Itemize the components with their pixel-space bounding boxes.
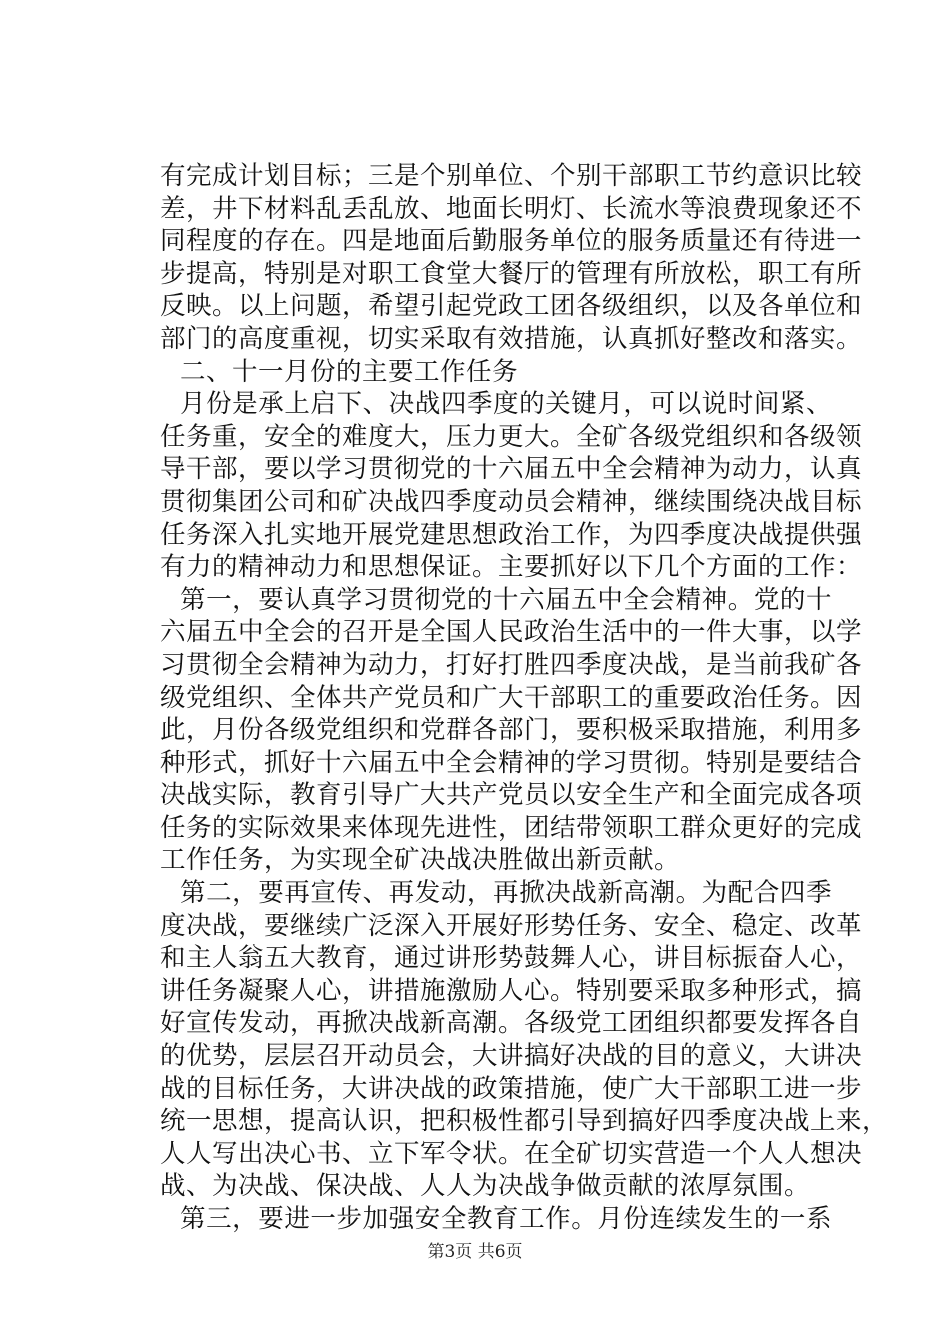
- text-line: 和主人翁五大教育，通过讲形势鼓舞人心，讲目标振奋人心，: [160, 943, 863, 974]
- text-line: 任务重，安全的难度大，压力更大。全矿各级党组织和各级领: [160, 421, 863, 452]
- section-heading: 二、十一月份的主要工作任务: [180, 356, 519, 387]
- text-line: 有完成计划目标；三是个别单位、个别干部职工节约意识比较: [160, 161, 863, 191]
- text-line: 任务深入扎实地开展党建思想政治工作，为四季度决战提供强: [160, 519, 863, 550]
- text-line: 度决战，要继续广泛深入开展好形势任务、安全、稳定、改革: [160, 910, 863, 941]
- page-footer: [0, 1241, 950, 1263]
- text-line: 的优势，层层召开动员会，大讲搞好决战的目的意义，大讲决: [160, 1041, 863, 1072]
- text-line: 决战实际，教育引导广大共产党员以安全生产和全面完成各项: [160, 780, 863, 811]
- text-line: 好宣传发动，再掀决战新高潮。各级党工团组织都要发挥各自: [160, 1008, 863, 1039]
- text-line: 任务的实际效果来体现先进性，团结带领职工群众更好的完成: [160, 812, 863, 843]
- text-line: 级党组织、全体共产党员和广大干部职工的重要政治任务。因: [160, 682, 863, 713]
- text-line: 人人写出决心书、立下军令状。在全矿切实营造一个人人想决: [160, 1138, 863, 1169]
- text-line: 讲任务凝聚人心，讲措施激励人心。特别要采取多种形式，搞: [160, 975, 863, 1006]
- text-line: 工作任务，为实现全矿决战决胜做出新贡献。: [160, 845, 681, 876]
- text-line: 第一，要认真学习贯彻党的十六届五中全会精神。党的十: [180, 584, 832, 615]
- text-line: 贯彻集团公司和矿决战四季度动员会精神，继续围绕决战目标: [160, 486, 863, 517]
- text-line: 月份是承上启下、决战四季度的关键月，可以说时间紧、: [180, 389, 832, 420]
- text-line: 部门的高度重视，切实采取有效措施，认真抓好整改和落实。: [160, 323, 863, 354]
- page-number: 第3页 共6页: [427, 1242, 523, 1262]
- text-line: 统一思想，提高认识，把积极性都引导到搞好四季度决战上来，: [160, 1106, 889, 1137]
- text-line: 反映。以上问题，希望引起党政工团各级组织，以及各单位和: [160, 291, 863, 322]
- text-line: 同程度的存在。四是地面后勤服务单位的服务质量还有待进一: [160, 226, 863, 257]
- text-line: 步提高，特别是对职工食堂大餐厅的管理有所放松，职工有所: [160, 258, 863, 289]
- text-line: 导干部，要以学习贯彻党的十六届五中全会精神为动力，认真: [160, 454, 863, 485]
- document-body: [160, 160, 889, 1236]
- text-line: 第二，要再宣传、再发动，再掀决战新高潮。为配合四季: [180, 878, 832, 909]
- text-line: 习贯彻全会精神为动力，打好打胜四季度决战，是当前我矿各: [160, 649, 863, 680]
- text-line: 此，月份各级党组织和党群各部门，要积极采取措施，利用多: [160, 715, 863, 746]
- text-line: 第三，要进一步加强安全教育工作。月份连续发生的一系: [180, 1204, 832, 1234]
- text-line: 战、为决战、保决战、人人为决战争做贡献的浓厚氛围。: [160, 1171, 811, 1202]
- text-line: 战的目标任务，大讲决战的政策措施，使广大干部职工进一步: [160, 1073, 863, 1104]
- text-line: 差，井下材料乱丢乱放、地面长明灯、长流水等浪费现象还不: [160, 193, 863, 224]
- text-line: 有力的精神动力和思想保证。主要抓好以下几个方面的工作：: [160, 552, 863, 583]
- text-line: 六届五中全会的召开是全国人民政治生活中的一件大事，以学: [160, 617, 863, 648]
- text-line: 种形式，抓好十六届五中全会精神的学习贯彻。特别是要结合: [160, 747, 863, 778]
